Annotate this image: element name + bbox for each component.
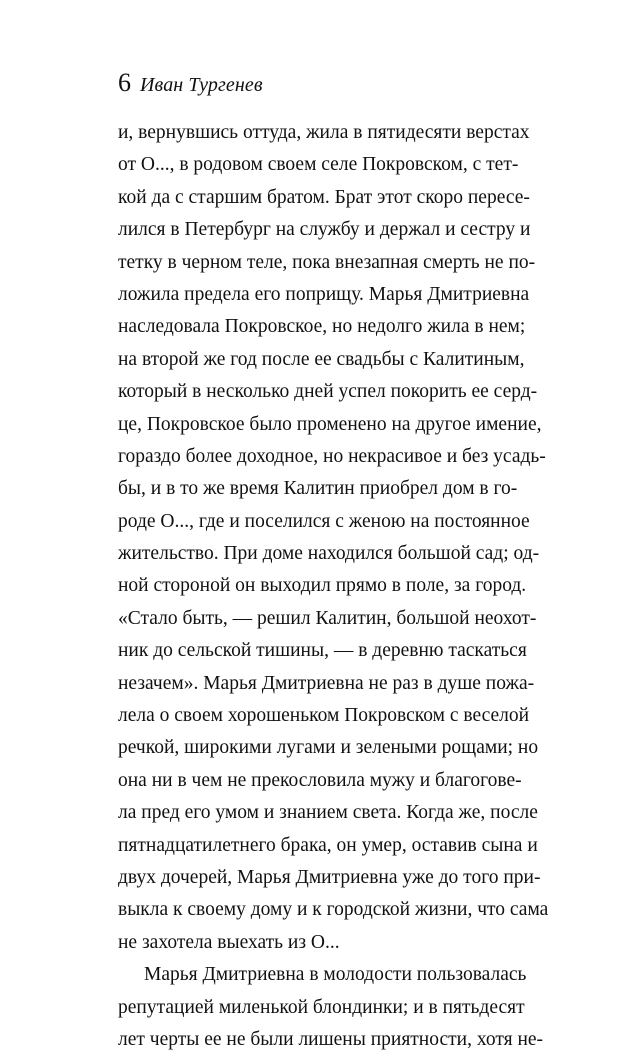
text-line: ной стороной он выходил прямо в поле, за город. <box>118 575 527 597</box>
text-line: лела о своем хорошеньком Покровском с веселой <box>118 705 530 727</box>
text-line: це, Покровское было променено на другое имение, <box>118 413 542 435</box>
text-line: на второй же год после ее свадьбы с Калитиным, <box>118 348 525 370</box>
text-line: лился в Петербург на службу и держал и сестру и <box>118 219 531 241</box>
text-line: который в несколько дней успел покорить ее серд- <box>118 381 538 403</box>
text-line: ложила предела его поприщу. Марья Дмитриевна <box>118 283 530 305</box>
text-line: выкла к своему дому и к городской жизни, что сама <box>118 899 549 921</box>
text-line: ник до сельской тишины, — в деревню таскаться <box>118 640 527 662</box>
text-line: ла пред его умом и знанием света. Когда же, после <box>118 802 538 824</box>
page-body-text <box>118 117 549 1056</box>
text-line: лет черты ее не были лишены приятности, хотя не- <box>118 1028 544 1050</box>
text-line: бы, и в то же время Калитин приобрел дом в го- <box>118 478 518 500</box>
page-number: 6 <box>118 68 131 97</box>
text-line: наследовала Покровское, но недолго жила в нем; <box>118 316 526 338</box>
text-line: от О..., в родовом своем селе Покровском, с тет- <box>118 154 519 176</box>
text-line: гораздо более доходное, но некрасивое и без усадь- <box>118 445 546 467</box>
text-line: речкой, широкими лугами и зелеными рощами; но <box>118 737 539 759</box>
text-line: жительство. При доме находился большой сад; од- <box>118 543 540 565</box>
text-line: «Стало быть, — решил Калитин, большой неохот- <box>118 607 537 629</box>
text-line: пятнадцатилетнего брака, он умер, оставив сына и <box>118 834 538 856</box>
running-head-author: Иван Тургенев <box>140 74 263 96</box>
text-line: кой да с старшим братом. Брат этот скоро пересе- <box>118 186 530 208</box>
text-line: двух дочерей, Марья Дмитриевна уже до того при- <box>118 866 541 888</box>
text-line: и, вернувшись оттуда, жила в пятидесяти верстах <box>118 122 530 143</box>
paragraph-end-line: не захотела выехать из О... <box>118 931 340 953</box>
text-line: роде О..., где и поселился с женою на постоянное <box>118 510 530 532</box>
text-line: незачем». Марья Дмитриевна не раз в душе пожа- <box>118 672 535 694</box>
paragraph-start-line: Марья Дмитриевна в молодости пользовалась <box>144 964 527 986</box>
text-line: репутацией миленькой блондинки; и в пятьдесят <box>118 996 525 1018</box>
text-line: она ни в чем не прекословила мужу и благогове- <box>118 769 522 791</box>
page-header <box>118 68 263 104</box>
text-line: тетку в черном теле, пока внезапная смерть не по- <box>118 251 536 273</box>
